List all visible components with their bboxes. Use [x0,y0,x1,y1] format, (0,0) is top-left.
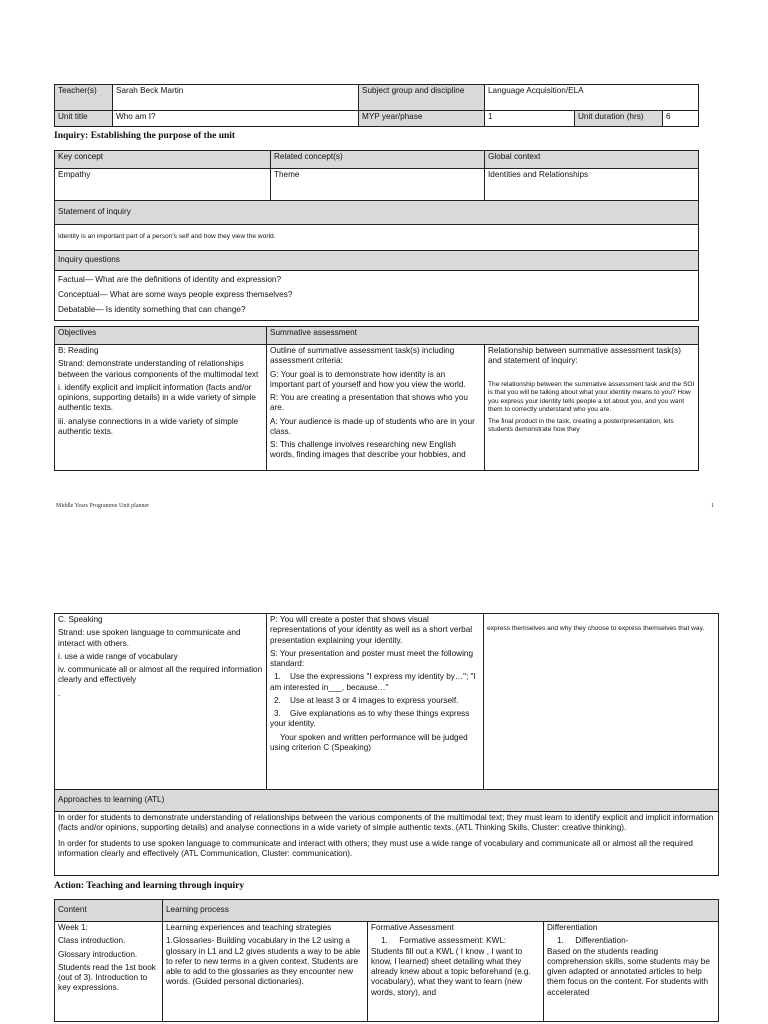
atl-communication: In order for students to use spoken language to communicate and interact with others; they must use a wide range of vocabulary and communicate all or almost all the required information clearly and effectively (ATL Communication, Cluster: communication). [58,838,693,858]
lets-label: Learning experiences and teaching strategies [166,923,332,932]
differentiation-title: Differentiation- [575,936,629,946]
item-1-number: 1. [274,672,281,682]
learning-experiences-cell [163,922,368,1022]
formative-number: 1. [381,936,388,946]
content-cell [55,922,163,1022]
item-3-number: 3. [274,709,281,718]
question-factual: Factual— What are the definitions of identity and expression? [58,275,282,284]
question-debatable: Debatable— Is identity something that can change? [58,304,246,314]
duration-value: 6 [663,111,699,127]
objectives-table-continued [54,613,719,876]
inquiry-heading-rest: : Establishing the purpose of the unit [85,131,236,141]
week-label: Week 1: [58,923,88,932]
content-label: Content [55,900,163,922]
differentiation-item [547,936,715,946]
relationship-p2: The final product in the task, creating a poster/presentation, lets students demonstrate how they [488,417,674,434]
standard-item-1 [270,672,480,693]
reading-objectives [55,345,267,471]
differentiation-label: Differentiation [547,923,598,932]
summative-task [267,345,485,471]
formative-cell [368,922,544,1022]
differentiation-number: 1. [557,936,564,946]
differentiation-cell [544,922,719,1022]
duration-label: Unit duration (hrs) [575,111,663,127]
relationship-p1: The relationship between the summative assessment task and the SOI is that you will be talking about what your identity means to you? How you express your identity tells people a lot about you, and you want them to correctly understand who you are. [488,380,695,414]
unit-title-value: Who am I? [113,111,359,127]
objectives-label: Objectives [55,327,267,345]
formative-body: Students fill out a KWL ( I know , I want to know, I learned) sheet detailing what they already knew about a topic beforehand (e.g. vocabulary), what they want to learn (new words, story), and [371,946,531,997]
atl-thinking: In order for students to demonstrate understanding of relationships between the various components of the multimodal text; they must learn to identify explicit and implicit information (facts and/or opinions, supporting details) and analyse connections in a wide variety of simple authentic texts. (ATL Thinking Skills, Cluster: creative thinking). [58,813,714,833]
summative-task-continued [267,614,484,790]
unit-title-label: Unit title [55,111,113,127]
inquiry-table [54,150,699,321]
grasps-product: P: You will create a poster that shows visual representations of your identity as well as a short verbal presentation explaining your identity. [270,615,473,645]
relationship-title: Relationship between summative assessment task(s) and statement of inquiry: [488,346,681,366]
question-conceptual: Conceptual— What are some ways people express themselves? [58,289,293,299]
speaking-strand: Strand: use spoken language to communicate and interact with others. [58,628,241,648]
speaking-i: i. use a wide range of vocabulary [58,651,178,661]
standard-item-3 [270,709,480,730]
item-3-text: Give explanations as to why these things express your identity. [270,709,470,729]
action-heading [54,881,244,893]
grasps-goal: G: Your goal is to demonstrate how identity is an important part of yourself and how you view the world. [270,369,466,389]
key-concept-label: Key concept [55,151,271,169]
statement-label: Statement of inquiry [55,201,699,225]
speaking-title: C. Speaking [58,615,103,624]
summative-outline: Outline of summative assessment task(s) including assessment criteria: [270,346,455,366]
reading-strand: Strand: demonstrate understanding of relationships between the various components of the multimodal text [58,359,259,379]
atl-content [55,812,719,876]
subject-value: Language Acquisition/ELA [485,85,699,111]
year-label: MYP year/phase [359,111,485,127]
footer-title: Middle Years Programme Unit planner [56,503,150,509]
questions-label: Inquiry questions [55,251,699,271]
teacher-value: Sarah Beck Martin [113,85,359,111]
inquiry-heading [54,131,235,143]
item-2-number: 2. [274,695,281,705]
global-context-label: Global context [485,151,699,169]
content-item-3: Students read the 1st book (out of 3). Introduction to key expressions. [58,962,156,993]
item-2-text: Use at least 3 or 4 images to express yourself. [290,695,459,705]
key-concept-value: Empathy [55,169,271,201]
inquiry-heading-bold: Inquiry [54,131,86,141]
lets-glossaries: 1.Glossaries- Building vocabulary in the L2 using a glossary in L1 and L2 gives students a way to be able to refer to new terms in a given context. Students are able to add to the glossaries as they encounter new words. (Guided personal dictionaries). [166,936,361,987]
grasps-audience: A: Your audience is made up of students who are in your class. [270,416,475,436]
item-1-text: Use the expressions "I express my identity by…"; "I am interested in___, because…" [270,672,476,692]
reading-iii: iii. analyse connections in a wide variety of simple authentic texts. [58,416,239,436]
relationship-p2-continued: express themselves and why they choose to express themselves that way. [487,625,705,632]
criterion-note: Your spoken and written performance will be judged using criterion C (Speaking) [270,732,468,752]
action-heading-rest: : Teaching and learning through inquiry [80,881,245,891]
related-concept-label: Related concept(s) [271,151,485,169]
grasps-situation: S: This challenge involves researching new English words, finding images that describe your hobbies, and [270,440,466,460]
differentiation-body: Based on the students reading comprehension skills, some students may be given adapted or annotated articles to help them focus on the content. For students with accelerated [547,946,710,997]
formative-item [371,936,540,946]
action-heading-bold: Action [54,881,81,891]
page-number: 1 [711,503,714,509]
grasps-standard: S: Your presentation and poster must meet the following standard: [270,648,473,668]
subject-label: Subject group and discipline [359,85,485,111]
content-item-1: Class introduction. [58,936,126,946]
relationship-cell [485,345,699,471]
reading-title: B: Reading [58,346,99,355]
related-concept-value: Theme [271,169,485,201]
relationship-continued [484,614,719,790]
formative-label: Formative Assessment [371,923,454,932]
teacher-label: Teacher(s) [55,85,113,111]
learning-process-label: Learning process [163,900,719,922]
summative-label: Summative assessment [267,327,699,345]
year-value: 1 [485,111,575,127]
action-table [54,899,719,1022]
standard-item-2 [270,696,480,706]
content-item-2: Glossary introduction. [58,949,138,959]
statement-value: Identity is an important part of a person's self and how they view the world. [55,225,699,251]
grasps-role: R: You are creating a presentation that shows who you are. [270,393,468,413]
inquiry-questions [55,271,699,321]
objectives-table [54,326,699,471]
global-context-value: Identities and Relationships [485,169,699,201]
speaking-objectives [55,614,267,790]
formative-title: Formative assessment: KWL: [399,936,507,946]
atl-label: Approaches to learning (ATL) [55,790,719,812]
speaking-dot: . [58,688,61,698]
header-table [54,84,699,127]
speaking-iv: iv. communicate all or almost all the required information clearly and effectively [58,665,263,685]
reading-i: i. identify explicit and implicit information (facts and/or opinions, supporting details) in a wide variety of simple authentic texts. [58,382,256,413]
